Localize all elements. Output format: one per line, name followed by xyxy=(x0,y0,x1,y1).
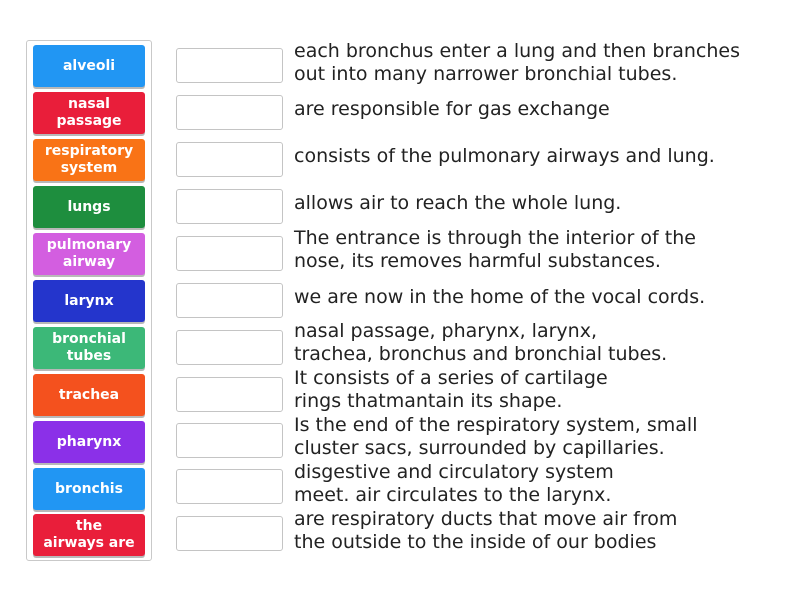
description-line: consists of the pulmonary airways and lung. xyxy=(294,145,715,167)
description-line: allows air to reach the whole lung. xyxy=(294,192,622,214)
description-text xyxy=(294,40,774,86)
answer-tile[interactable] xyxy=(33,139,145,181)
answer-tile-label-line: system xyxy=(60,160,118,176)
answer-tile[interactable] xyxy=(33,233,145,275)
drop-slot[interactable] xyxy=(176,189,283,224)
drop-slot[interactable] xyxy=(176,95,283,130)
description-text xyxy=(294,461,774,507)
description-line: The entrance is through the interior of the xyxy=(294,227,696,249)
drop-slot[interactable] xyxy=(176,516,283,551)
answer-tile-label xyxy=(45,143,133,177)
answer-tile-label xyxy=(59,387,119,404)
description-line: cluster sacs, surrounded by capillaries. xyxy=(294,437,665,459)
drop-slot[interactable] xyxy=(176,48,283,83)
description-line: are responsible for gas exchange xyxy=(294,98,610,120)
description-line: we are now in the home of the vocal cords. xyxy=(294,286,706,308)
description-line: the outside to the inside of our bodies xyxy=(294,531,657,553)
answer-tile[interactable] xyxy=(33,514,145,556)
description-line: are respiratory ducts that move air from xyxy=(294,508,678,530)
description-line: disgestive and circulatory system xyxy=(294,461,614,483)
description-text xyxy=(294,227,774,273)
answer-tile[interactable] xyxy=(33,92,145,134)
answer-tile-label xyxy=(47,237,131,271)
description-text xyxy=(294,192,774,215)
answer-tile-label-line: nasal xyxy=(67,96,110,112)
answer-tile[interactable] xyxy=(33,468,145,510)
answer-tile-label xyxy=(55,481,123,498)
answer-tile-label xyxy=(64,293,113,310)
drop-slot[interactable] xyxy=(176,469,283,504)
drop-slot[interactable] xyxy=(176,142,283,177)
description-line: meet. air circulates to the larynx. xyxy=(294,484,612,506)
answer-tile-label-line: airways are xyxy=(43,535,135,551)
description-line: rings thatmantain its shape. xyxy=(294,390,563,412)
answer-tile-label xyxy=(57,434,121,451)
answer-tile-label-line: trachea xyxy=(58,386,120,403)
answer-tile-label-line: airway xyxy=(62,254,116,270)
description-text xyxy=(294,98,774,121)
answer-tile-label-line: passage xyxy=(56,113,122,129)
answer-tile-label-line: the xyxy=(75,518,103,534)
answer-tile[interactable] xyxy=(33,421,145,463)
description-text xyxy=(294,367,774,413)
answer-tile-label-line: tubes xyxy=(66,348,112,364)
description-text xyxy=(294,145,774,168)
description-line: nose, its removes harmful substances. xyxy=(294,250,661,272)
answer-tile-bank xyxy=(26,40,152,561)
answer-tile-label-line: pulmonary xyxy=(46,237,132,253)
answer-tile[interactable] xyxy=(33,45,145,87)
answer-tile-label xyxy=(43,518,134,552)
answer-tile-label xyxy=(52,331,126,365)
answer-tile-label-line: pharynx xyxy=(56,433,122,450)
description-text xyxy=(294,508,774,554)
answer-tile[interactable] xyxy=(33,186,145,228)
answer-tile-label-line: alveoli xyxy=(62,57,116,74)
description-line: each bronchus enter a lung and then branches xyxy=(294,40,740,62)
drop-slot[interactable] xyxy=(176,377,283,412)
answer-tile-label-line: larynx xyxy=(64,292,114,309)
drop-slot[interactable] xyxy=(176,423,283,458)
answer-tile-label xyxy=(56,96,121,130)
description-text xyxy=(294,414,774,460)
drop-slot[interactable] xyxy=(176,236,283,271)
answer-tile-label-line: lungs xyxy=(67,198,111,215)
answer-tile[interactable] xyxy=(33,280,145,322)
description-line: out into many narrower bronchial tubes. xyxy=(294,63,678,85)
description-text xyxy=(294,286,774,309)
answer-tile-label-line: respiratory xyxy=(44,143,134,159)
answer-tile-label xyxy=(63,58,115,75)
description-line: It consists of a series of cartilage xyxy=(294,367,608,389)
description-line: nasal passage, pharynx, larynx, xyxy=(294,320,597,342)
description-line: trachea, bronchus and bronchial tubes. xyxy=(294,343,668,365)
answer-tile[interactable] xyxy=(33,327,145,369)
drop-slot[interactable] xyxy=(176,330,283,365)
answer-tile[interactable] xyxy=(33,374,145,416)
description-line: Is the end of the respiratory system, small xyxy=(294,414,698,436)
answer-tile-label-line: bronchial xyxy=(52,331,126,347)
drop-slot[interactable] xyxy=(176,283,283,318)
answer-tile-label xyxy=(67,199,110,216)
description-text xyxy=(294,320,774,366)
answer-tile-label-line: bronchis xyxy=(55,480,123,497)
